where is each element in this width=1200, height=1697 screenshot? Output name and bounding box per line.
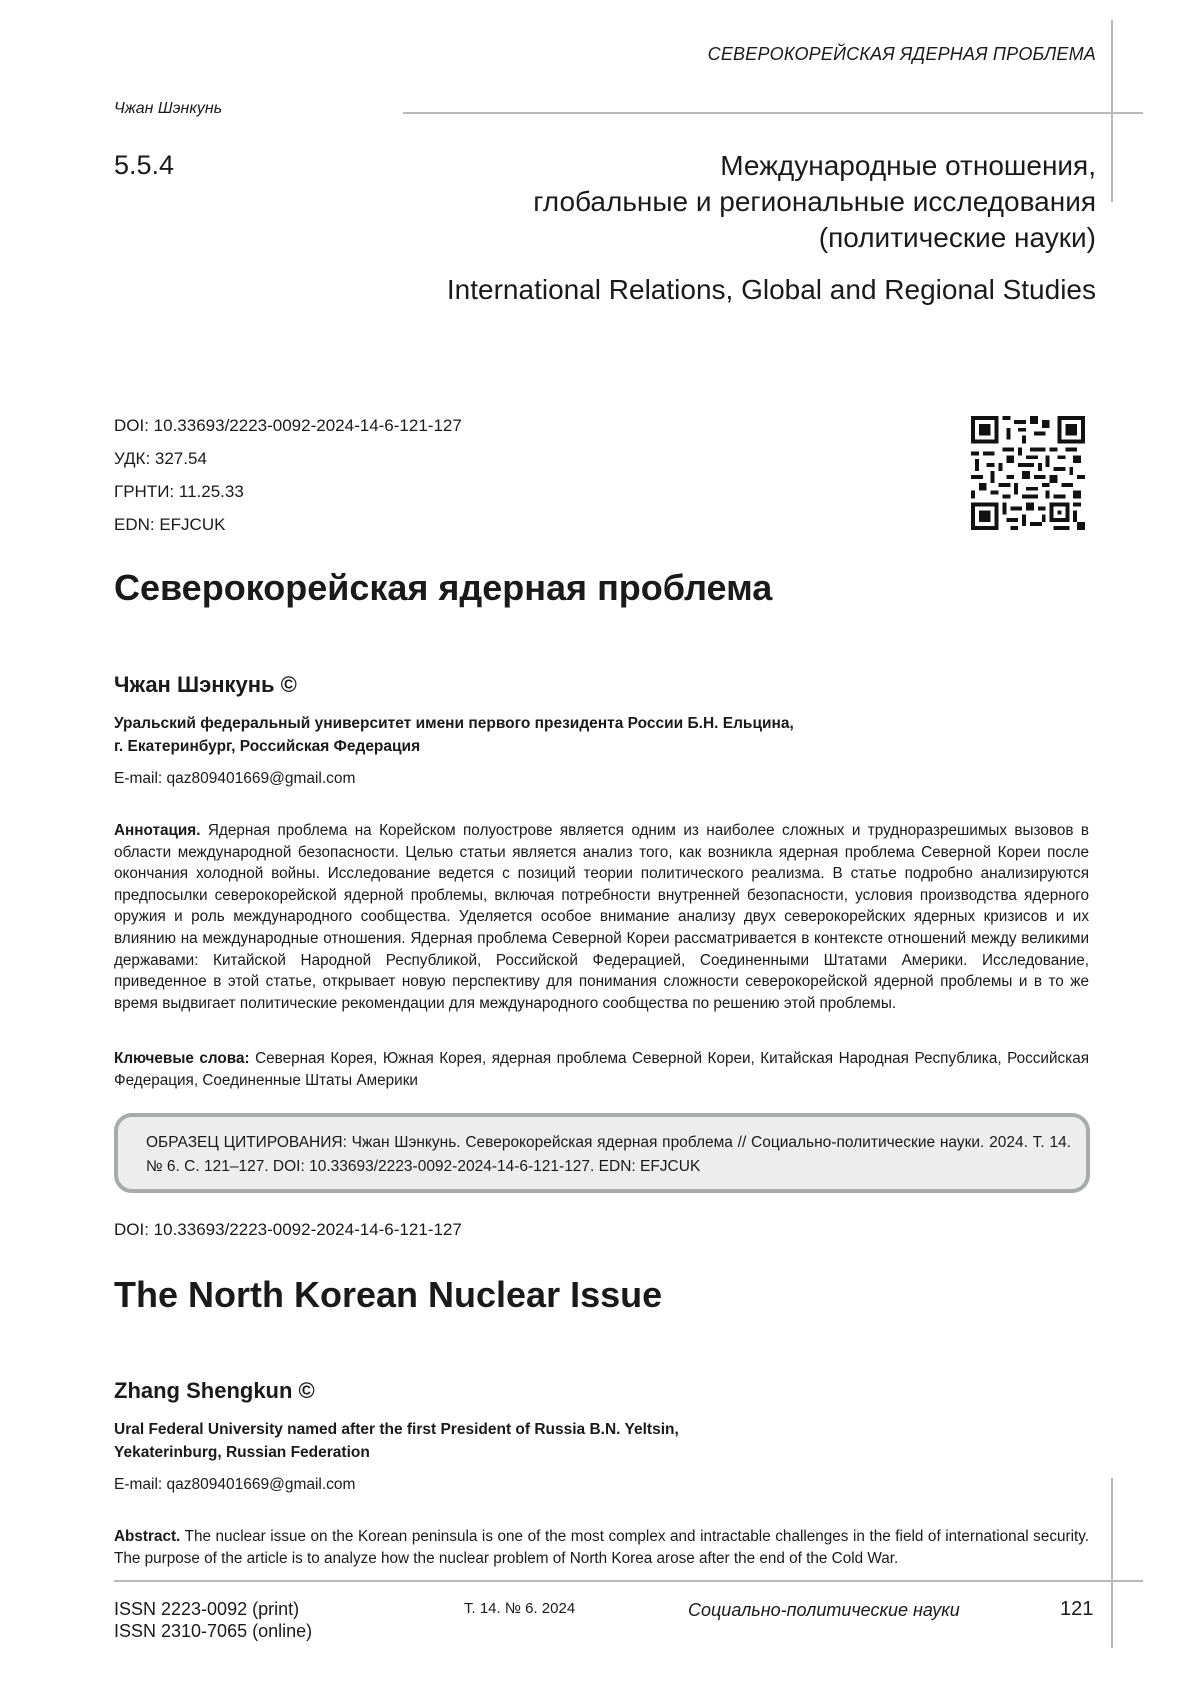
- running-title: СЕВЕРОКОРЕЙСКАЯ ЯДЕРНАЯ ПРОБЛЕМА: [708, 44, 1096, 65]
- top-right-vertical-rule: [1111, 20, 1113, 202]
- grnti: ГРНТИ: 11.25.33: [114, 475, 462, 508]
- specialty-title-ru: [396, 148, 1096, 256]
- page-number: 121: [1060, 1598, 1093, 1621]
- issn-block: [114, 1598, 312, 1642]
- journal-name: Социально-политические науки: [688, 1600, 960, 1621]
- header-rule: [403, 112, 1143, 114]
- specialty-line: Международные отношения,: [396, 148, 1096, 184]
- qr-code-icon: [971, 416, 1085, 530]
- specialty-code: 5.5.4: [114, 150, 174, 181]
- abstract-text-ru: Ядерная проблема на Корейском полуострове является одним из наиболее сложных и трудноразрешимых вызовов в области международной безопасности. Целью статьи является анализ того, как возникла ядерная проблема Северной Кореи после окончания холодной войны. Исследование ведется с позиций теории политического реализма. В статье подробно анализируются предпосылки северокорейской ядерной проблемы, включая потребности внутренней безопасности, условия производства ядерного оружия и роль международного сообщества. Уделяется особое внимание анализу двух северокорейских ядерных кризисов и их влиянию на международные отношения. Ядерная проблема Северной Кореи рассматривается в контексте отношений между великими державами: Китайской Народной Республикой, Российской Федерацией, Соединенными Штатами Америки. Исследование, приведенное в этой статье, открывает новую перспективу для понимания сложности северокорейской ядерной проблемы и в то же время выдвигает политические рекомендации для международного сообщества по решению этой проблемы.: [114, 822, 1089, 1012]
- keywords-text-ru: Северная Корея, Южная Корея, ядерная проблема Северной Кореи, Китайская Народная Республика, Российская Федерация, Соединенные Штаты Америки: [114, 1050, 1089, 1089]
- abstract-en: [114, 1526, 1089, 1569]
- email-ru: E-mail: qaz809401669@gmail.com: [114, 770, 355, 788]
- keywords-ru: [114, 1048, 1089, 1091]
- doi-en: DOI: 10.33693/2223-0092-2024-14-6-121-127: [114, 1220, 462, 1240]
- affiliation-line: Yekaterinburg, Russian Federation: [114, 1441, 1014, 1464]
- article-metadata: [114, 409, 462, 541]
- affiliation-line: Ural Federal University named after the first President of Russia B.N. Yeltsin,: [114, 1418, 1014, 1441]
- running-author: Чжан Шэнкунь: [114, 100, 222, 118]
- affiliation-ru: [114, 712, 1014, 758]
- affiliation-en: [114, 1418, 1014, 1464]
- abstract-label-en: Abstract.: [114, 1528, 180, 1545]
- abstract-ru: [114, 820, 1089, 1014]
- citation-box: [114, 1113, 1090, 1193]
- keywords-label-ru: Ключевые слова:: [114, 1050, 250, 1067]
- footer-rule: [114, 1580, 1143, 1582]
- affiliation-line: Уральский федеральный университет имени первого президента России Б.Н. Ельцина,: [114, 712, 1014, 735]
- bottom-right-vertical-rule: [1111, 1478, 1113, 1648]
- specialty-title-en: International Relations, Global and Regional Studies: [196, 274, 1096, 306]
- issn-online: ISSN 2310-7065 (online): [114, 1620, 312, 1642]
- udk: УДК: 327.54: [114, 442, 462, 475]
- article-title-en: The North Korean Nuclear Issue: [114, 1274, 662, 1316]
- article-title-ru: Северокорейская ядерная проблема: [114, 567, 772, 609]
- abstract-label-ru: Аннотация.: [114, 822, 200, 839]
- author-name-ru: Чжан Шэнкунь ©: [114, 672, 297, 698]
- abstract-text-en: The nuclear issue on the Korean peninsula is one of the most complex and intractable challenges in the field of international security. The purpose of the article is to analyze how the nuclear problem of North Korea arose after the end of the Cold War.: [114, 1528, 1089, 1567]
- issn-print: ISSN 2223-0092 (print): [114, 1598, 312, 1620]
- specialty-line: (политические науки): [396, 220, 1096, 256]
- specialty-line: глобальные и региональные исследования: [396, 184, 1096, 220]
- affiliation-line: г. Екатеринбург, Российская Федерация: [114, 735, 1014, 758]
- author-name-en: Zhang Shengkun ©: [114, 1378, 315, 1404]
- email-en: E-mail: qaz809401669@gmail.com: [114, 1476, 355, 1494]
- edn: EDN: EFJCUK: [114, 508, 462, 541]
- issue-info: Т. 14. № 6. 2024: [464, 1600, 575, 1617]
- citation-text: ОБРАЗЕЦ ЦИТИРОВАНИЯ: Чжан Шэнкунь. Северокорейская ядерная проблема // Социально-политические науки. 2024. Т. 14. № 6. С. 121–127. DOI: 10.33693/2223-0092-2024-14-6-121-127. EDN: EFJCUK: [146, 1131, 1071, 1179]
- doi-ru: DOI: 10.33693/2223-0092-2024-14-6-121-127: [114, 409, 462, 442]
